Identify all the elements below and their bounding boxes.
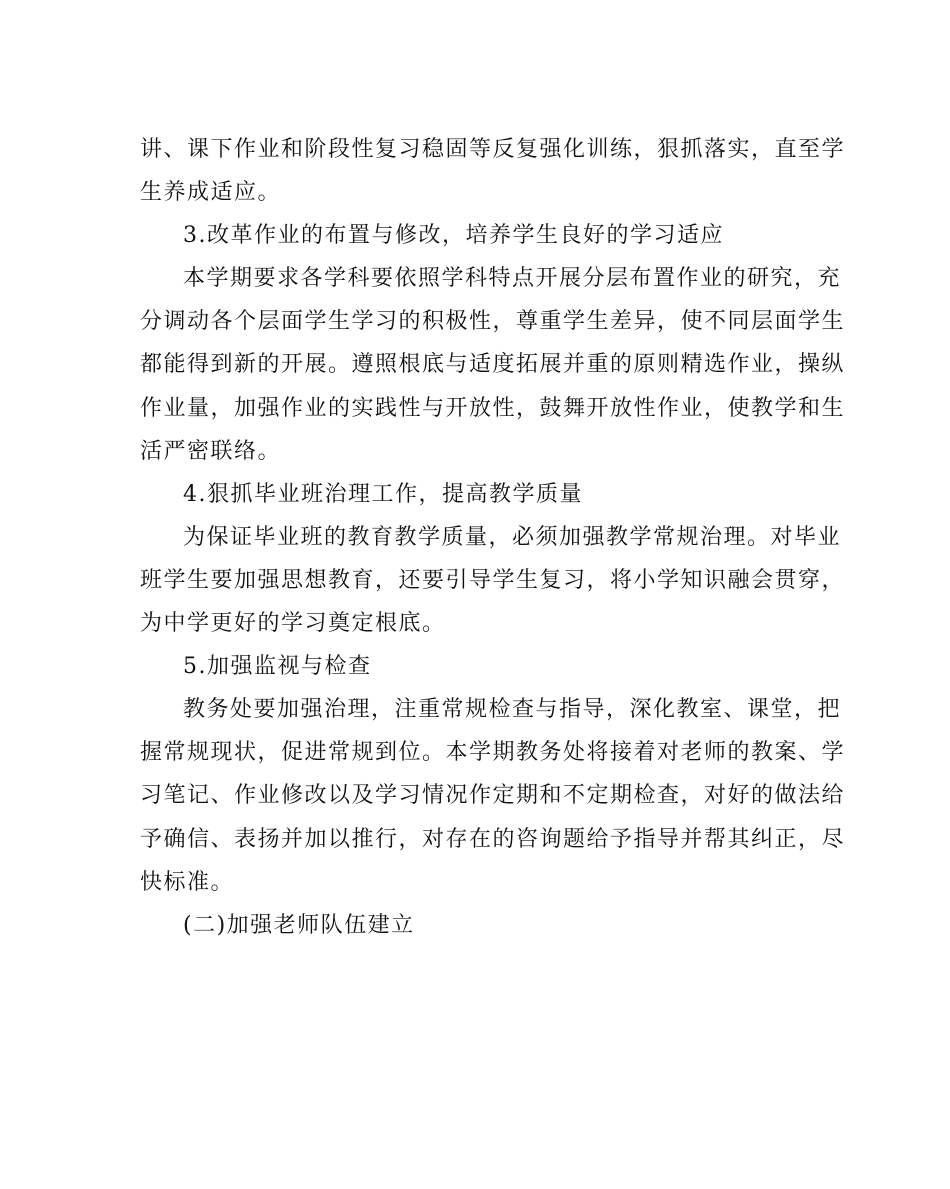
paragraph-4 [140, 516, 846, 646]
text-line: 教务处要加强治理，注重常规检查与指导，深化教室、课堂，把 [183, 697, 842, 722]
text-line: 本学期要求各学科要依照学科特点开展分层布置作业的研究，充 [183, 266, 842, 291]
paragraph-continuation [140, 128, 846, 214]
text-line: 班学生要加强思想教育，还要引导学生复习，将小学知识融会贯穿， [140, 568, 846, 594]
text-line: 作业量，加强作业的实践性与开放性，鼓舞开放性作业，使教学和生 [140, 395, 846, 421]
paragraph-3 [140, 257, 846, 473]
paragraph-5 [140, 688, 846, 904]
text-line: 分调动各个层面学生学习的积极性，尊重学生差异，使不同层面学生 [140, 309, 846, 335]
text-line: 握常规现状，促进常规到位。本学期教务处将接着对老师的教案、学 [140, 740, 846, 766]
text-line: 快标准。 [140, 869, 235, 895]
heading-text: (二)加强老师队伍建立 [183, 913, 415, 938]
text-line: 活严密联络。 [140, 438, 282, 464]
text-line: 予确信、表扬并加以推行，对存在的咨询题给予指导并帮其纠正，尽 [140, 826, 846, 852]
heading-text: 3.改革作业的布置与修改，培养学生良好的学习适应 [183, 223, 724, 248]
heading-text: 4.狠抓毕业班治理工作，提高教学质量 [183, 482, 583, 507]
text-line: 都能得到新的开展。遵照根底与适度拓展并重的原则精选作业，操纵 [140, 352, 846, 378]
section-heading-5 [140, 645, 800, 688]
text-line: 习笔记、作业修改以及学习情况作定期和不定期检查，对好的做法给 [140, 783, 846, 809]
heading-text: 5.加强监视与检查 [183, 654, 372, 679]
section-heading-2 [140, 904, 800, 947]
text-line: 为中学更好的学习奠定根底。 [140, 611, 446, 637]
text-line: 讲、课下作业和阶段性复习稳固等反复强化训练，狠抓落实，直至学 [140, 137, 846, 162]
text-line: 为保证毕业班的教育教学质量，必须加强教学常规治理。对毕业 [183, 525, 842, 550]
section-heading-4 [140, 473, 800, 516]
text-line: 生养成适应。 [140, 180, 282, 206]
section-heading-3 [140, 214, 800, 257]
